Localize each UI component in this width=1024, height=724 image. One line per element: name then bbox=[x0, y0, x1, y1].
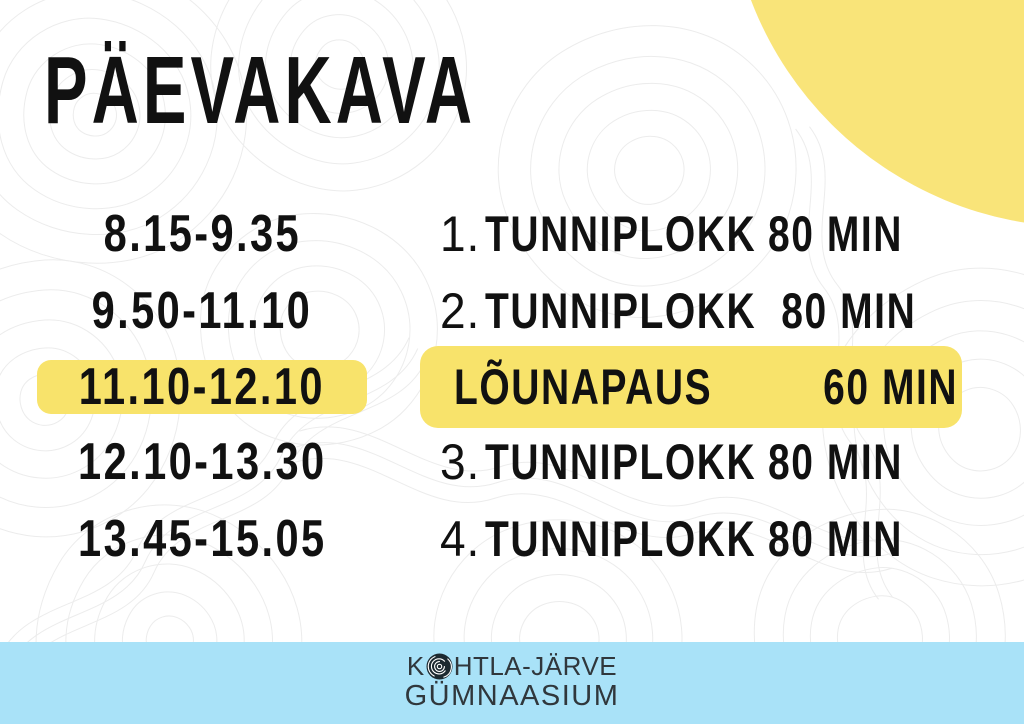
block-line bbox=[440, 206, 904, 262]
time-cell bbox=[37, 511, 367, 567]
time-cell-highlighted bbox=[37, 360, 367, 414]
time-cell bbox=[37, 434, 367, 490]
block-label: TUNNIPLOKK bbox=[485, 283, 757, 339]
time-range: 8.15-9.35 bbox=[103, 205, 301, 263]
block-label: TUNNIPLOKK bbox=[485, 206, 757, 262]
lunch-pill bbox=[420, 346, 962, 428]
time-cell bbox=[37, 206, 367, 262]
block-cell bbox=[440, 206, 1024, 262]
page-title: PÄEVAKAVA bbox=[44, 37, 477, 144]
schedule-row bbox=[0, 206, 1024, 262]
block-line bbox=[440, 511, 904, 567]
schedule-row bbox=[0, 434, 1024, 490]
schedule-row bbox=[0, 511, 1024, 567]
block-duration: 60 MIN bbox=[823, 359, 959, 415]
block-duration: 80 MIN bbox=[767, 434, 904, 490]
time-range: 9.50-11.10 bbox=[91, 282, 313, 340]
block-label: LÕUNAPAUS bbox=[454, 359, 713, 415]
school-name-line2: GÜMNAASIUM bbox=[404, 680, 620, 713]
school-name-suffix: HTLA-JÄRVE bbox=[453, 650, 618, 681]
time-cell bbox=[37, 283, 367, 339]
block-number: 2. bbox=[440, 283, 481, 339]
block-cell bbox=[440, 434, 1024, 490]
time-range: 12.10-13.30 bbox=[77, 433, 327, 491]
block-number: 1. bbox=[440, 206, 481, 262]
block-label: TUNNIPLOKK bbox=[485, 511, 757, 567]
time-range: 13.45-15.05 bbox=[77, 510, 327, 568]
footer-bar bbox=[0, 642, 1024, 724]
block-line bbox=[440, 283, 917, 339]
block-cell bbox=[440, 511, 1024, 567]
schedule-row bbox=[0, 283, 1024, 339]
block-label: TUNNIPLOKK bbox=[485, 434, 757, 490]
block-number: 3. bbox=[440, 434, 481, 490]
school-name-line1 bbox=[406, 650, 618, 681]
block-duration: 80 MIN bbox=[767, 511, 904, 567]
block-duration: 80 MIN bbox=[781, 283, 917, 339]
time-range: 11.10-12.10 bbox=[78, 358, 326, 416]
contour-globe-icon bbox=[426, 653, 453, 680]
block-line bbox=[440, 434, 904, 490]
schedule-row-highlighted bbox=[0, 346, 1024, 428]
block-number: 4. bbox=[440, 511, 481, 567]
block-cell bbox=[440, 283, 1024, 339]
block-duration: 80 MIN bbox=[767, 206, 904, 262]
school-name-prefix: K bbox=[406, 650, 425, 681]
